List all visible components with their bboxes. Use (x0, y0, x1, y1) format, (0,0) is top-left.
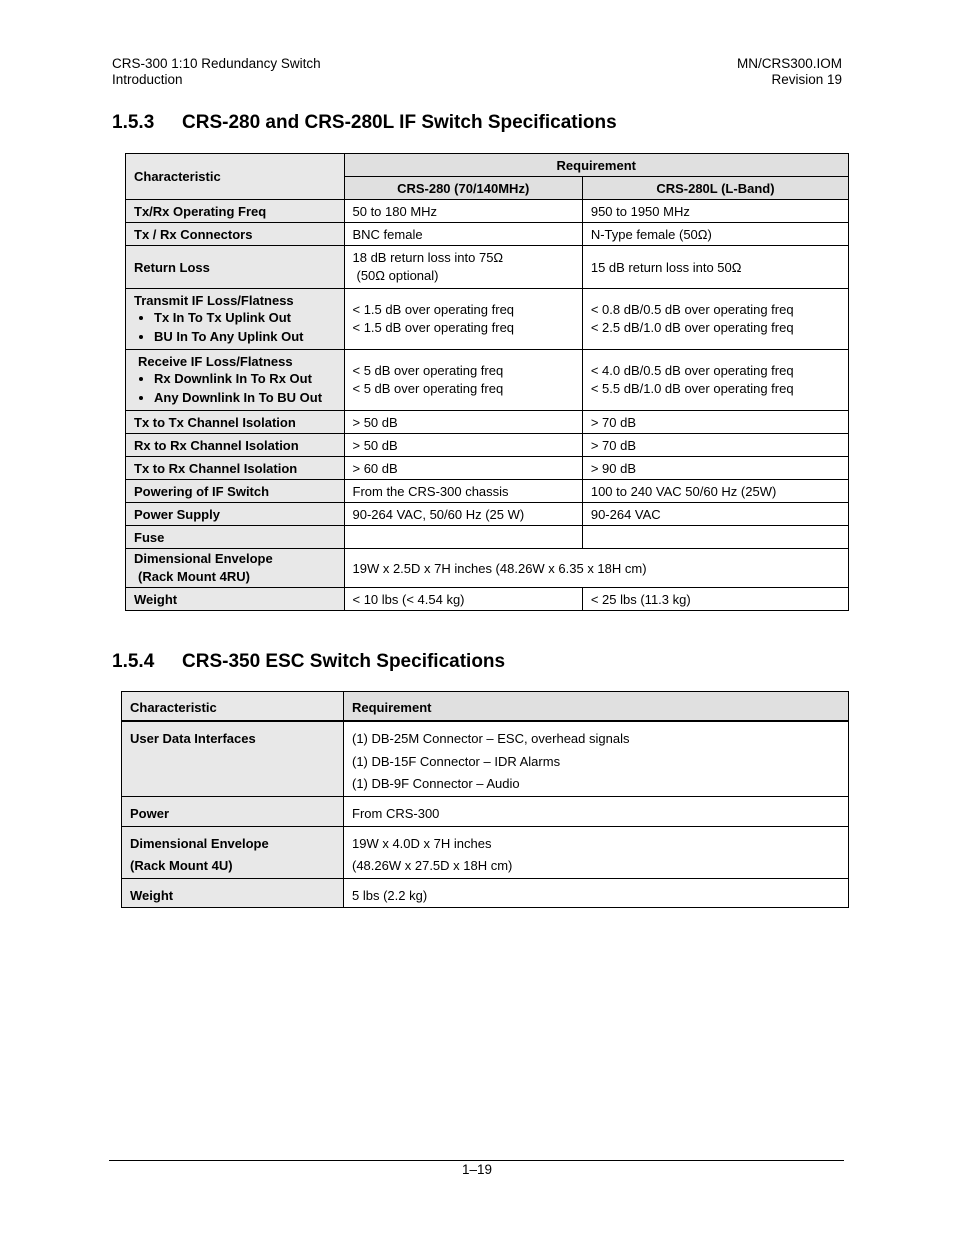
section-heading-1-5-4 (112, 651, 505, 673)
page-number: 1–19 (461, 1162, 493, 1177)
table-row: Power From CRS-300 (122, 797, 849, 827)
doc-title: CRS-300 1:10 Redundancy Switch (112, 56, 321, 71)
table-row: Weight < 10 lbs (< 4.54 kg) < 25 lbs (11.3 kg) (126, 588, 849, 611)
header-crs-280: CRS-280 (70/140MHz) (344, 177, 582, 200)
table-row: Tx to Rx Channel Isolation > 60 dB > 90 dB (126, 457, 849, 480)
table-row: Power Supply 90-264 VAC, 50/60 Hz (25 W) 90-264 VAC (126, 503, 849, 526)
page-header-right (737, 56, 842, 88)
chapter-name: Introduction (112, 72, 183, 87)
table-row: Return Loss 18 dB return loss into 75Ω (50Ω optional) 15 dB return loss into 50Ω (126, 246, 849, 289)
table-row: Rx to Rx Channel Isolation > 50 dB > 70 dB (126, 434, 849, 457)
crs-280-spec-table (125, 153, 849, 611)
table-row: User Data Interfaces (1) DB-25M Connector – ESC, overhead signals (1) DB-15F Connector – IDR Alarms (1) DB-9F Connector – Audio (122, 721, 849, 797)
section-title: CRS-280 and CRS-280L IF Switch Specifications (182, 112, 617, 133)
footer-rule (109, 1160, 844, 1161)
section-title: CRS-350 ESC Switch Specifications (182, 651, 506, 672)
section-number: 1.5.3 (112, 112, 155, 133)
table-row: Tx/Rx Operating Freq 50 to 180 MHz 950 to 1950 MHz (126, 200, 849, 223)
table-row: Tx to Tx Channel Isolation > 50 dB > 70 dB (126, 411, 849, 434)
section-heading-1-5-3 (112, 112, 617, 134)
header-requirement: Requirement (344, 154, 849, 177)
revision: Revision 19 (771, 72, 842, 87)
header-characteristic: Characteristic (126, 154, 345, 200)
header-crs-280l: CRS-280L (L-Band) (582, 177, 848, 200)
table-row: Tx / Rx Connectors BNC female N-Type female (50Ω) (126, 223, 849, 246)
page-header-left (112, 56, 321, 88)
section-number: 1.5.4 (112, 651, 155, 672)
table-row: Dimensional Envelope (Rack Mount 4RU) 19W x 2.5D x 7H inches (48.26W x 6.35 x 18H cm) (126, 549, 849, 588)
table-row: Transmit IF Loss/Flatness • Tx In To Tx Uplink Out • BU In To Any Uplink Out < 1.5 dB over operating freq < 1.5 dB over operating freq < 0.8 dB/0.5 dB over operating freq < 2.5 dB/1.0 dB over operating freq (126, 289, 849, 350)
table-row: Powering of IF Switch From the CRS-300 chassis 100 to 240 VAC 50/60 Hz (25W) (126, 480, 849, 503)
table-row: Receive IF Loss/Flatness • Rx Downlink In To Rx Out • Any Downlink In To BU Out < 5 dB over operating freq < 5 dB over operating freq < 4.0 dB/0.5 dB over operating freq < 5.5 dB/1.0 dB over operating freq (126, 350, 849, 411)
header-characteristic: Characteristic (122, 692, 344, 722)
table-row: Dimensional Envelope (Rack Mount 4U) 19W x 4.0D x 7H inches (48.26W x 27.5D x 18H cm) (122, 826, 849, 878)
table-row: Weight 5 lbs (2.2 kg) (122, 878, 849, 908)
doc-number: MN/CRS300.IOM (736, 56, 842, 71)
header-requirement: Requirement (344, 692, 849, 722)
table-row: Fuse (126, 526, 849, 549)
crs-350-spec-table (121, 691, 849, 908)
